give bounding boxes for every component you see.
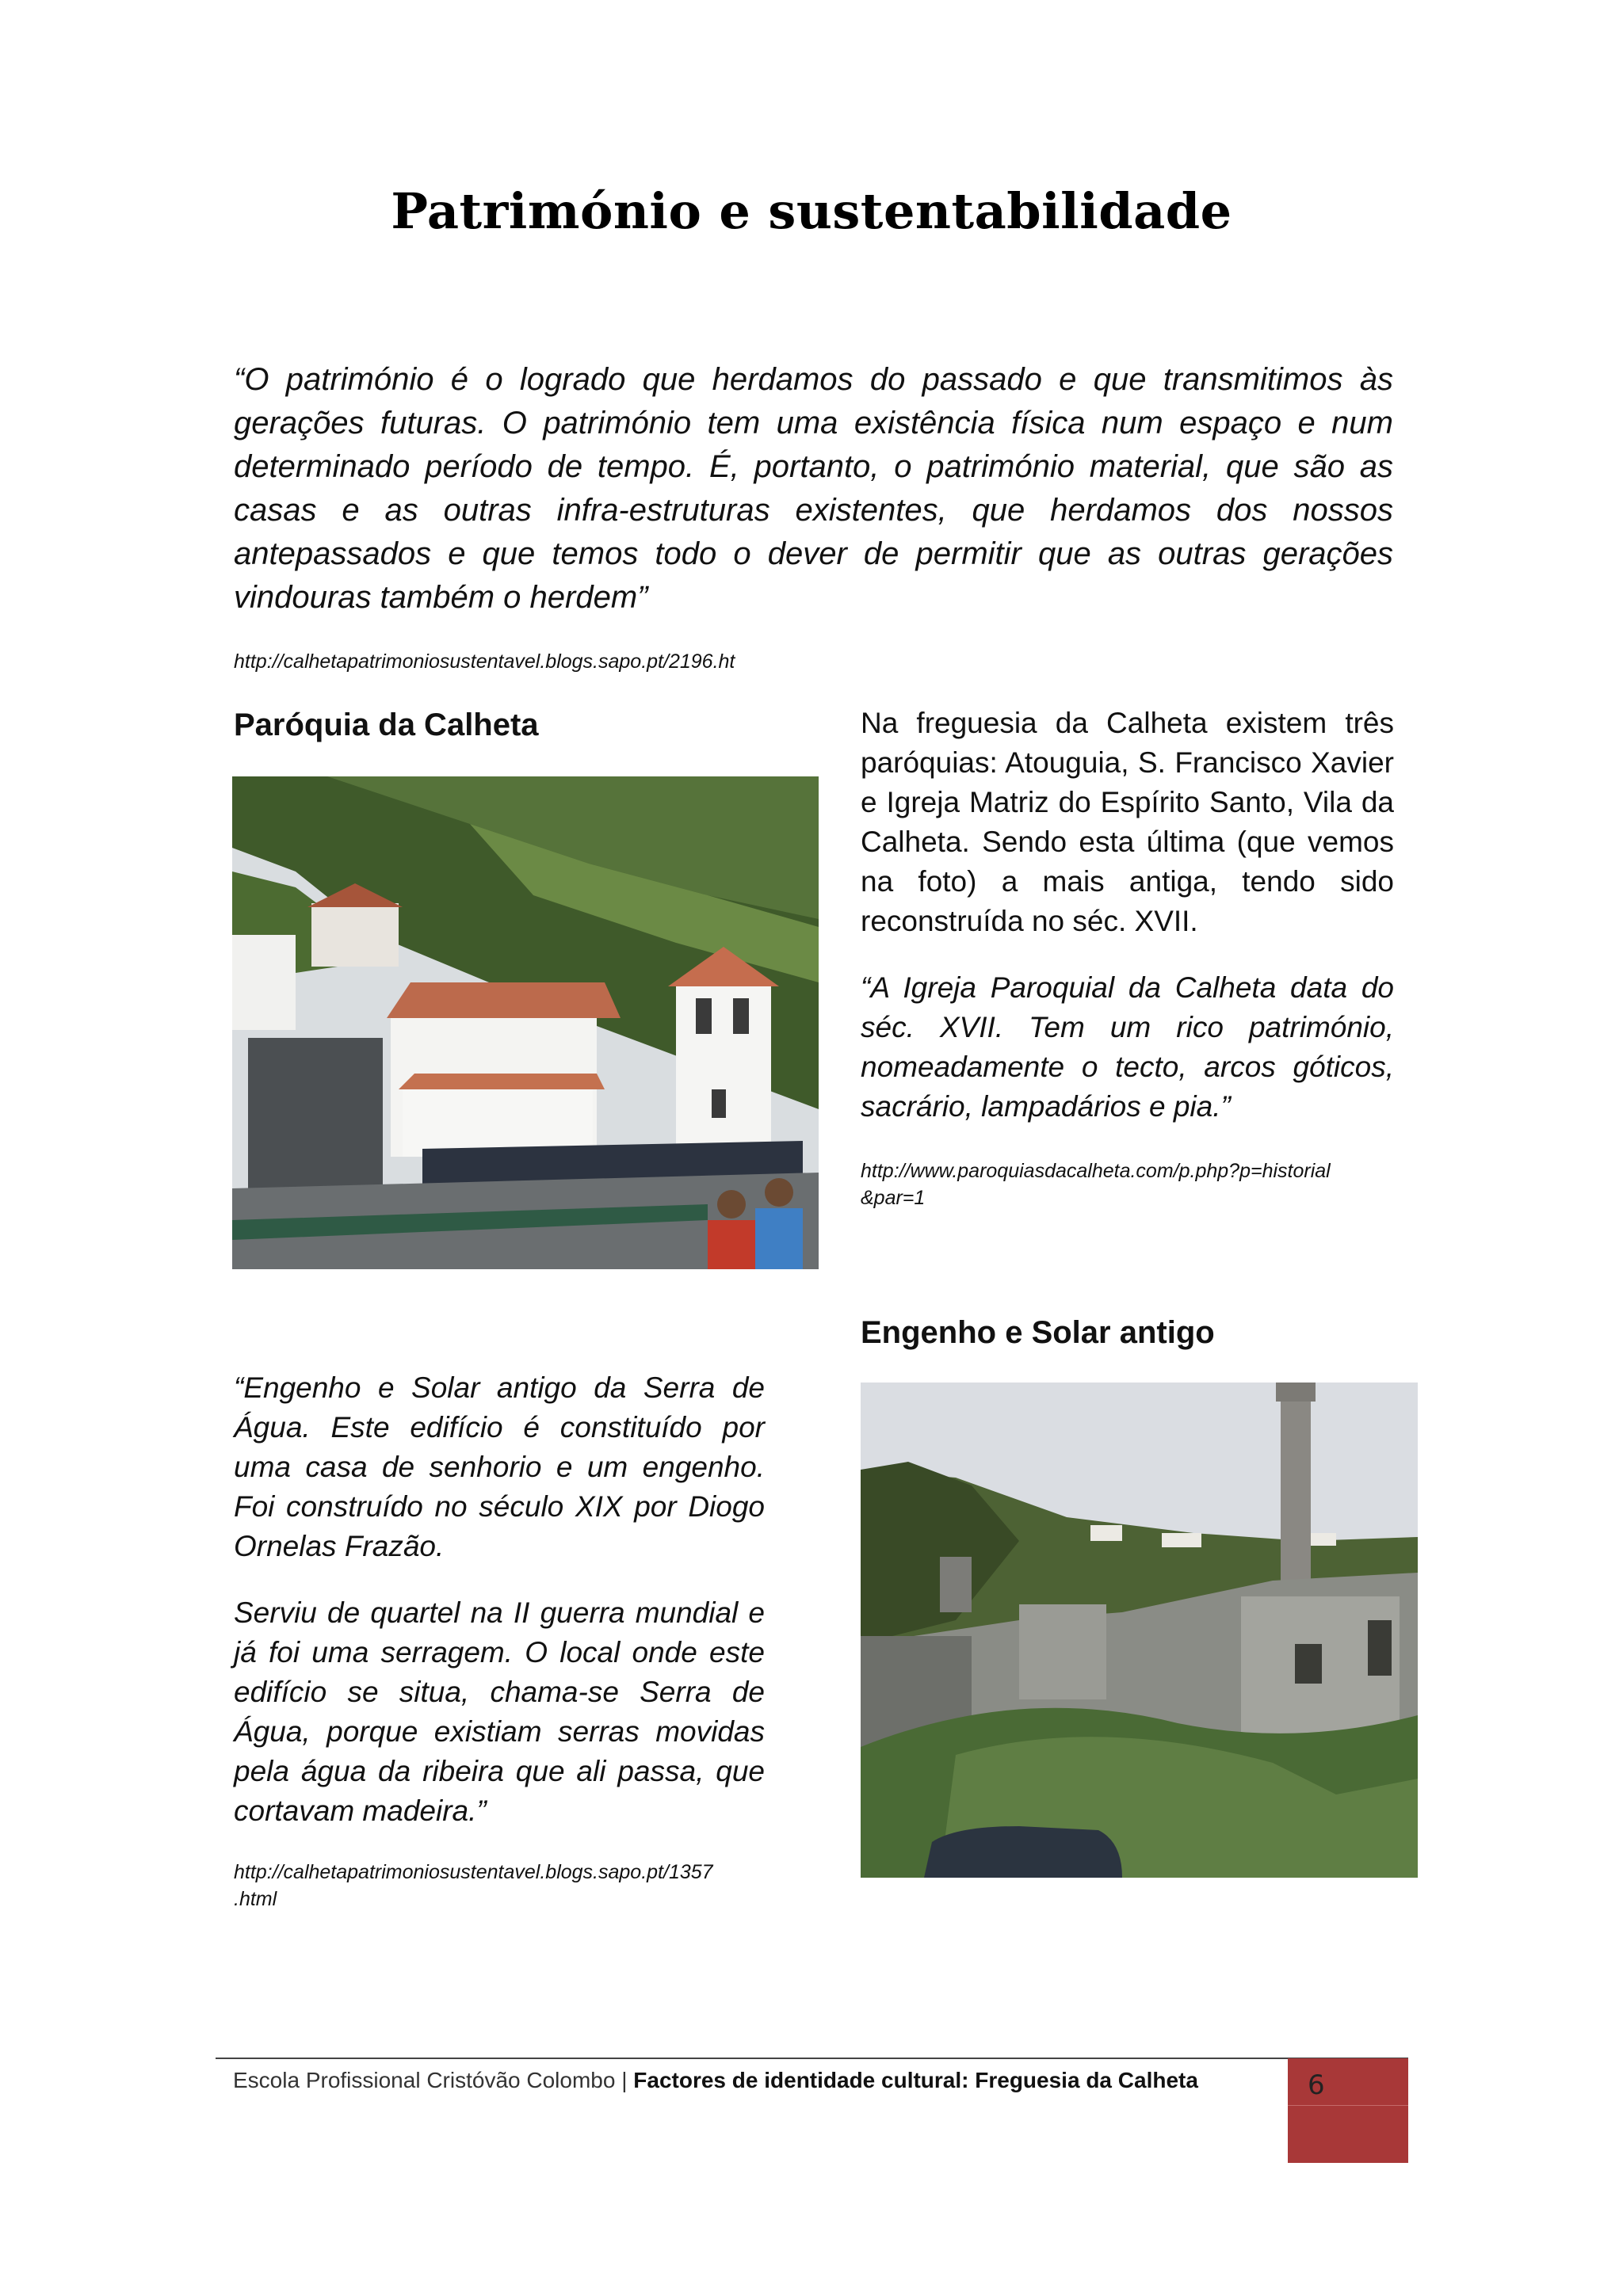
- page-number-box-line: [1288, 2105, 1408, 2106]
- paroquia-paragraph: Na freguesia da Calheta existem três paróquias: Atouguia, S. Francisco Xavier e Igreja Matriz do Espírito Santo, Vila da Calheta. Sendo esta última (que vemos na foto) a mais antiga, tendo sido reconstruída no séc. XVII.: [861, 707, 1394, 937]
- engenho-photo: [861, 1383, 1418, 1878]
- footer-doc-title: Factores de identidade cultural: Freguesia da Calheta: [633, 2068, 1198, 2092]
- intro-quote: “O património é o logrado que herdamos do passado e que transmitimos às gerações futuras. O património tem uma existência física num espaço e num determinado período de tempo. É, portanto, o património material, que são as casas e as outras infra-estruturas existentes, que herdamos dos nossos antepassados e que temos todo o dever de permitir que as outras gerações vindouras também o herdem”: [234, 362, 1393, 615]
- page-number: 6: [1308, 2069, 1325, 2101]
- page-title: Património e sustentabilidade: [391, 182, 1232, 240]
- engenho-source-line2[interactable]: .html: [234, 1888, 277, 1910]
- engenho-source-link[interactable]: [234, 1859, 713, 1913]
- intro-source-link[interactable]: http://calhetapatrimoniosustentavel.blogs.sapo.pt/2196.ht: [234, 650, 735, 673]
- page-number-box: [1288, 2058, 1408, 2163]
- engenho-heading: Engenho e Solar antigo: [861, 1315, 1215, 1350]
- paroquia-source-line2[interactable]: &par=1: [861, 1187, 926, 1209]
- paroquia-source-line1[interactable]: http://www.paroquiasdacalheta.com/p.php?p=historial: [861, 1160, 1331, 1182]
- engenho-quote-paragraph-2: Serviu de quartel na II guerra mundial e já foi uma serragem. O local onde este edifício se situa, chama-se Serra de Água, porque existiam serras movidas pela água da ribeira que ali passa, que cortavam madeira.”: [234, 1596, 765, 1827]
- footer-text: [233, 2068, 1198, 2093]
- paroquia-quote: “A Igreja Paroquial da Calheta data do séc. XVII. Tem um rico património, nomeadamente o tecto, arcos góticos, sacrário, lampadários e pia.”: [861, 971, 1394, 1123]
- church-photo: [232, 776, 819, 1269]
- footer-school: Escola Profissional Cristóvão Colombo: [233, 2068, 616, 2092]
- footer-separator: |: [621, 2068, 628, 2092]
- engenho-source-line1[interactable]: http://calhetapatrimoniosustentavel.blogs.sapo.pt/1357: [234, 1861, 713, 1883]
- paroquia-source-link[interactable]: [861, 1158, 1331, 1211]
- paroquia-heading: Paróquia da Calheta: [234, 707, 539, 742]
- engenho-quote-paragraph-1: “Engenho e Solar antigo da Serra de Água. Este edifício é constituído por uma casa de senhorio e um engenho. Foi construído no século XIX por Diogo Ornelas Frazão.: [234, 1371, 765, 1562]
- footer-divider: [216, 2058, 1408, 2059]
